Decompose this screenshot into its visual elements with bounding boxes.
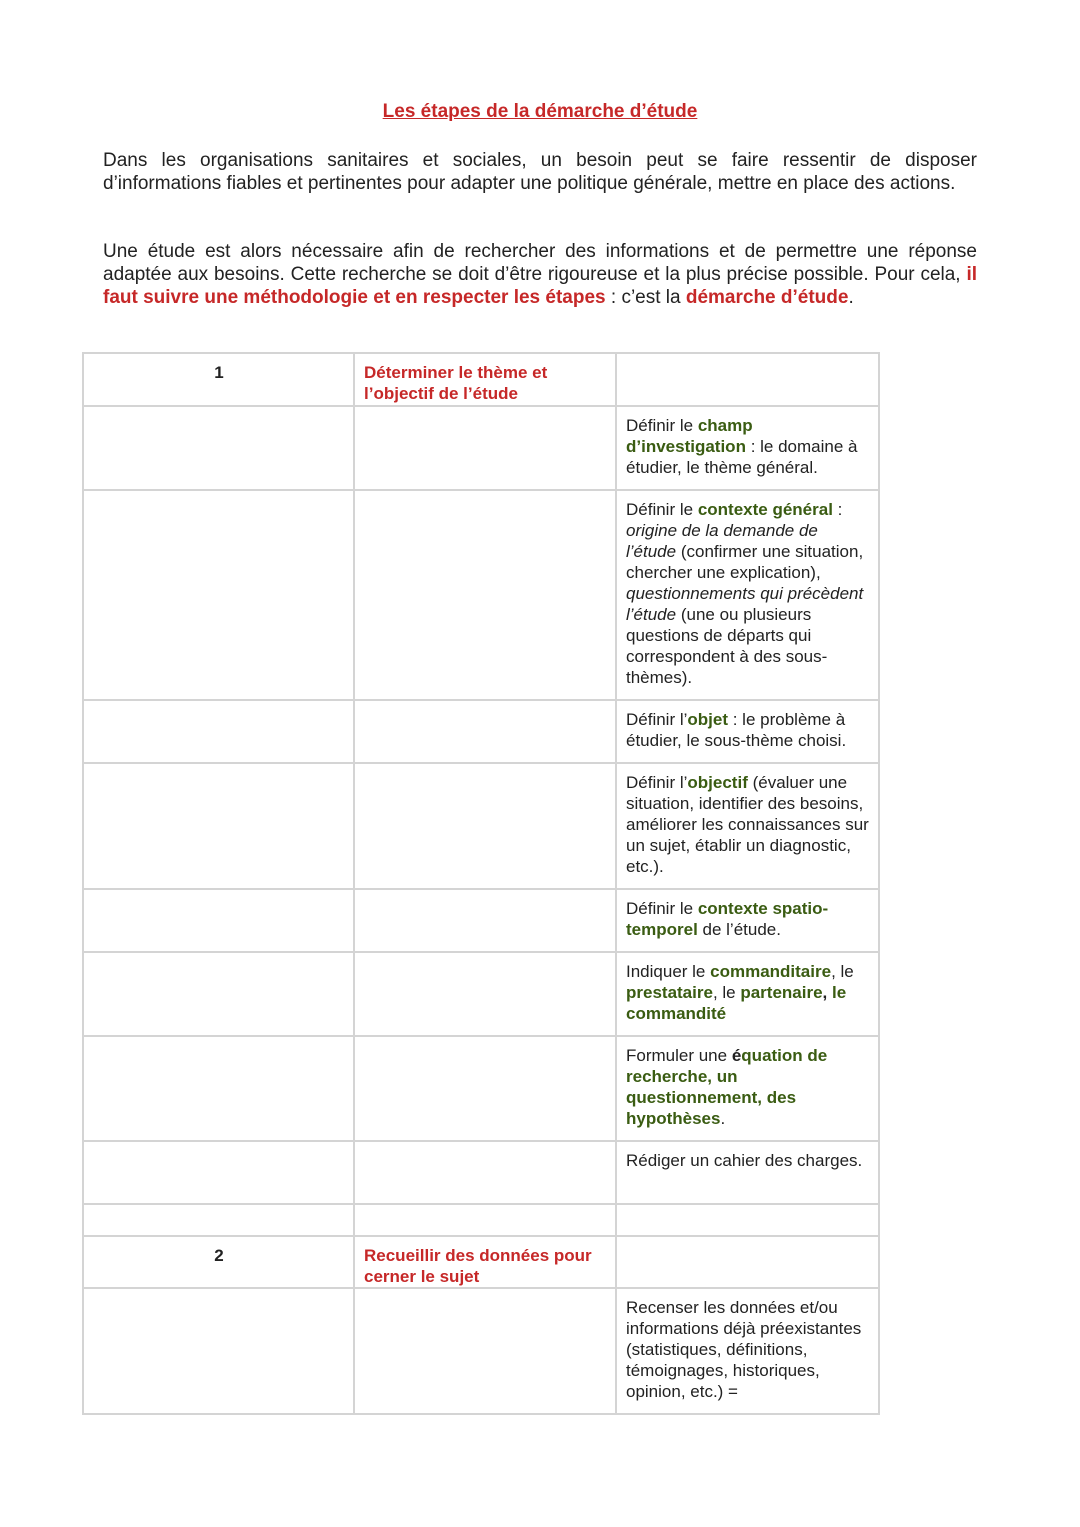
table-row: [83, 1141, 879, 1204]
table-row-step-2: [83, 1236, 879, 1288]
table-cell: [354, 1288, 616, 1414]
table-cell: [83, 700, 354, 763]
task-keyword: prestataire: [626, 983, 713, 1002]
table-row: [83, 763, 879, 889]
table-cell: [616, 1236, 879, 1288]
table-row: [83, 406, 879, 490]
task-text: Définir le: [626, 500, 698, 519]
table-cell: [83, 1036, 354, 1141]
task-text: , le: [712, 983, 741, 1002]
task-equation-recherche: [616, 1036, 879, 1141]
task-text: : le problème à étudier, le sous-thème choisi.: [626, 710, 847, 750]
task-text: : le domaine à étudier, le thème général.: [626, 437, 858, 477]
task-text: é: [731, 1046, 742, 1065]
table-cell: [354, 952, 616, 1036]
task-text: Indiquer le: [626, 962, 711, 981]
task-keyword: quation de recherche, un questionnement, des hypothèses: [626, 1046, 828, 1128]
intro-paragraph-1: Dans les organisations sanitaires et sociales, un besoin peut se faire ressentir de disposer d’informations fiables et pertinentes pour adapter une politique générale, mettre en place des actions.: [103, 150, 977, 194]
table-cell: [83, 1288, 354, 1414]
task-text: de l’étude.: [697, 920, 781, 939]
intro-text: Une étude est alors nécessaire afin de rechercher des informations et de permettre une réponse adaptée aux besoins. Cette recherche se doit d’être rigoureuse et la plus précise possible. Pour cela,: [103, 241, 977, 285]
intro-emphasis-method: il faut suivre une méthodologie et en respecter les étapes: [103, 264, 977, 308]
task-acteurs: [616, 952, 879, 1036]
table-row-empty: [83, 1204, 879, 1236]
step-name: Déterminer le thème et l’objectif de l’étude: [354, 353, 616, 406]
table-cell: [354, 700, 616, 763]
page-title: Les étapes de la démarche d’étude: [382, 101, 698, 122]
table-cell: [354, 889, 616, 952]
steps-table: [82, 352, 880, 1415]
task-cahier-des-charges: Rédiger un cahier des charges.: [616, 1141, 879, 1204]
task-text: :: [832, 500, 843, 519]
task-keyword: champ d’investigation: [626, 416, 753, 456]
task-text: , le: [831, 962, 854, 981]
task-italic: questionnements qui précèdent l’étude: [626, 584, 864, 624]
task-keyword: le commandité: [626, 983, 847, 1023]
task-objectif: [616, 763, 879, 889]
task-text: (confirmer une situation, chercher une explication),: [626, 542, 864, 582]
table-row: [83, 700, 879, 763]
table-cell: [354, 406, 616, 490]
step-name: Recueillir des données pour cerner le sujet: [354, 1236, 616, 1288]
table-cell: [83, 763, 354, 889]
table-row-step-1: [83, 353, 879, 406]
table-row: [83, 952, 879, 1036]
intro-paragraph-2: [103, 240, 977, 309]
table-row: [83, 1288, 879, 1414]
task-contexte-spatio-temporel: [616, 889, 879, 952]
table-cell: [83, 889, 354, 952]
task-text: .: [720, 1109, 726, 1128]
task-text: (évaluer une situation, identifier des besoins, améliorer les connaissances sur un sujet, établir un diagnostic, etc.).: [626, 773, 869, 876]
task-keyword: objet: [687, 710, 729, 729]
task-keyword: contexte général: [697, 500, 833, 519]
table-cell: [616, 353, 879, 406]
step-number: 1: [83, 353, 354, 406]
task-text: Définir l’: [626, 773, 688, 792]
table-cell: [83, 490, 354, 700]
table-cell: [83, 952, 354, 1036]
task-champ: [616, 406, 879, 490]
table-row: [83, 889, 879, 952]
task-keyword: commanditaire: [710, 962, 832, 981]
task-keyword: contexte spatio-temporel: [626, 899, 829, 939]
task-text: (une ou plusieurs questions de départs qui correspondent à des sous-thèmes).: [626, 605, 828, 687]
intro-text: : c’est la: [605, 287, 686, 308]
table-cell: [354, 490, 616, 700]
table-cell: [83, 1141, 354, 1204]
task-text: Formuler une: [626, 1046, 732, 1065]
step-number: 2: [83, 1236, 354, 1288]
task-italic: origine de la demande de l’étude: [626, 521, 818, 561]
table-cell: [83, 1204, 354, 1236]
task-text: Définir l’: [626, 710, 688, 729]
table-cell: [354, 763, 616, 889]
table-cell: [354, 1141, 616, 1204]
task-keyword: objectif: [687, 773, 748, 792]
table-cell: [354, 1204, 616, 1236]
table-cell: [616, 1204, 879, 1236]
intro-emphasis-demarche: démarche d’étude: [685, 287, 849, 308]
task-text: Définir le: [626, 416, 698, 435]
task-text: Définir le: [626, 899, 698, 918]
task-text: ,: [822, 983, 832, 1002]
task-keyword: partenaire: [740, 983, 823, 1002]
task-objet: [616, 700, 879, 763]
task-contexte-general: [616, 490, 879, 700]
table-row: [83, 1036, 879, 1141]
table-cell: [354, 1036, 616, 1141]
table-cell: [83, 406, 354, 490]
task-recenser-donnees: Recenser les données et/ou informations déjà préexistantes (statistiques, définitions, témoignages, historiques, opinion, etc.) =: [616, 1288, 879, 1414]
table-row: [83, 490, 879, 700]
intro-text: .: [848, 287, 854, 308]
